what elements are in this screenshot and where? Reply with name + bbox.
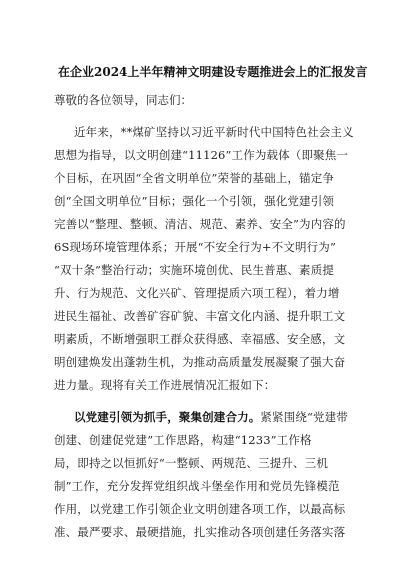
paragraph-1-line: 明创建焕发出蓬勃生机，为推动高质量发展凝聚了强大奋 [54, 355, 346, 369]
paragraph-2-first-line-rest: 紧紧围绕“党建带 [260, 410, 348, 424]
paragraph-1-line: “双十条”整治行动；实施环境创优、民生普惠、素质提 [54, 263, 335, 277]
paragraph-2-line: 作用，以党建工作引领企业文明创建各项工作，以最高标 [54, 502, 346, 516]
paragraph-1-line: 近年来，**煤矿坚持以习近平新时代中国特色社会主义 [74, 125, 354, 139]
paragraph-2-heading: 以党建引领为抓手，聚集创建合力。 [74, 410, 261, 424]
paragraph-1-line: 升、行为规范、文化兴矿、管理提质六项工程），着力增 [54, 286, 340, 300]
paragraph-2-line: 制”工作，充分发挥党组织战斗堡垒作用和党员先锋模范 [54, 479, 340, 493]
paragraph-2-first-line [74, 409, 348, 425]
paragraph-1-line: 创“全国文明单位”目标；强化一个引领，强化党建引领 [54, 194, 335, 208]
paragraph-1-line: 思想为指导，以文明创建“11126”工作为载体（即聚焦一 [54, 148, 349, 162]
paragraph-2-line: 创建、创建促党建”工作思路，构建“1233”工作格 [54, 433, 312, 447]
document-title: 在企业2024上半年精神文明建设专题推进会上的汇报发言 [58, 65, 368, 79]
paragraph-1-line: 进民生福祉、改善矿容矿貌、丰富文化内涵、提升职工文 [54, 309, 346, 323]
paragraph-1-line: 个目标，在巩固“全省文明单位”荣誉的基础上，锚定争 [54, 171, 335, 185]
paragraph-2-line: 局，即持之以恒抓好“一整顿、两规范、三提升、三机 [54, 456, 328, 470]
paragraph-1-line: 6S现场环境管理体系；开展“不安全行为+不文明行为” [54, 240, 336, 254]
paragraph-1-line: 完善以“整理、整顿、清洁、规范、素养、安全”为内容的 [54, 217, 346, 231]
paragraph-1-line: 明素质，不断增强职工群众获得感、幸福感、安全感，文 [54, 332, 346, 346]
paragraph-1-line: 进力量。现将有关工作进展情况汇报如下： [54, 378, 276, 392]
paragraph-2-line: 准、最严要求、最硬措施，扎实推动各项创建任务落实落 [54, 525, 346, 539]
salutation: 尊敬的各位领导，同志们： [54, 93, 192, 107]
